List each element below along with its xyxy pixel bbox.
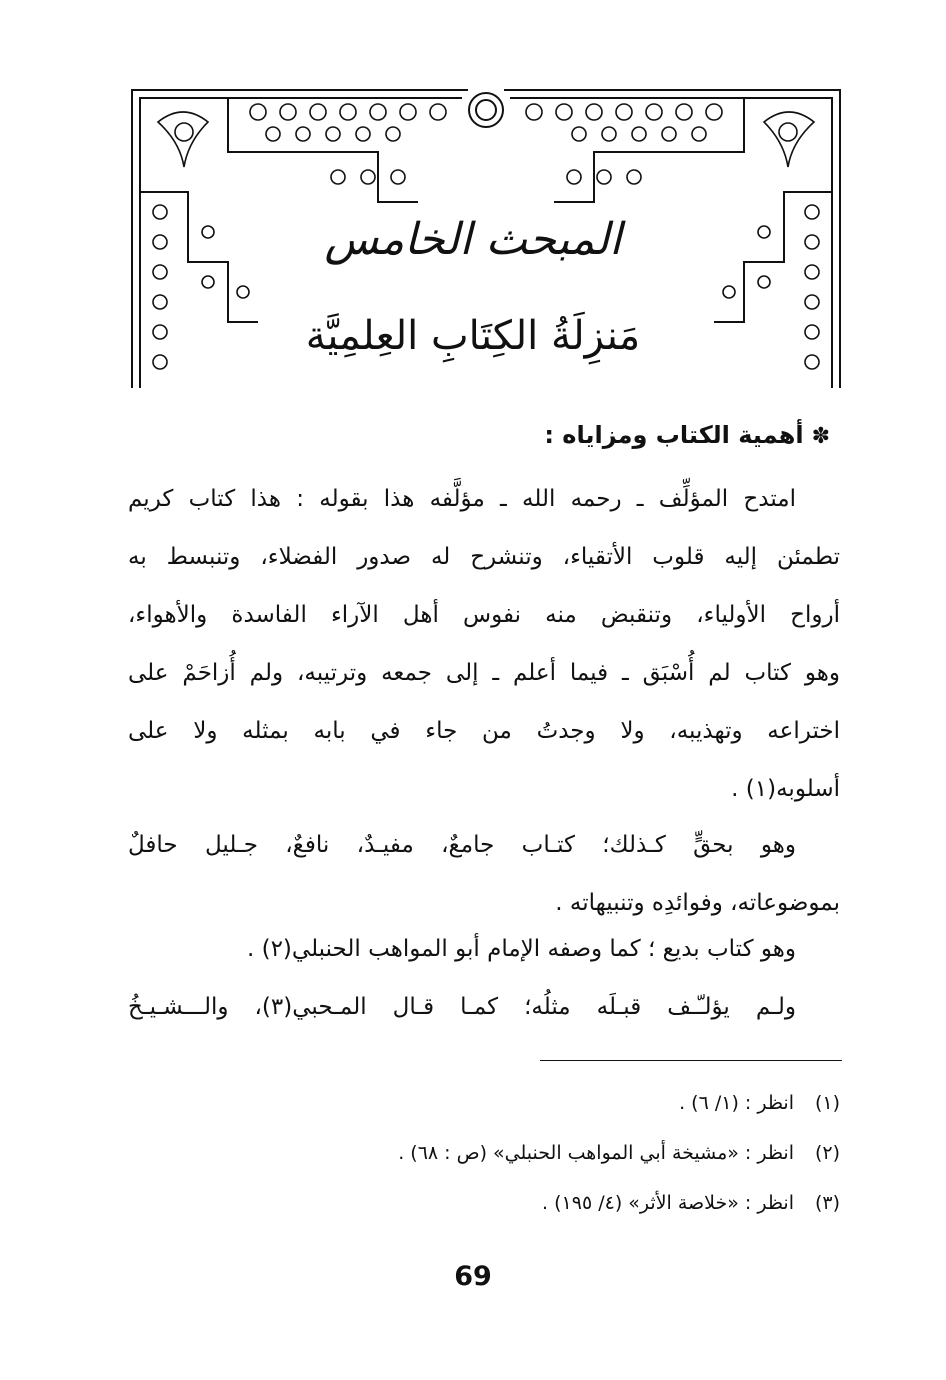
chapter-subtitle: مَنزِلَةُ الكِتَابِ العِلمِيَّة (305, 313, 641, 359)
paragraph-line: وهو كتاب لم أُسْبَق ـ فيما أعلم ـ إلى جمعه وترتيبه، ولم أُزاحَمْ على (128, 660, 840, 686)
paragraph-line: أسلوبه(١) . (731, 776, 840, 802)
paragraph-line: وهو بحقٍّ كـذلك؛ كتـاب جامعٌ، مفيـدٌ، نافعٌ، جـليل حافلٌ (128, 832, 796, 858)
paragraph-line: أرواح الأولياء، وتنقبض منه نفوس أهل الآراء الفاسدة والأهواء، (128, 602, 840, 628)
paragraph-line: اختراعه وتهذيبه، ولا وجدتُ من جاء في بابه بمثله ولا على (128, 718, 840, 744)
footnote-number: (٢) (814, 1142, 840, 1164)
chapter-title: المبحث الخامس (324, 214, 622, 265)
footnote-number: (١) (814, 1092, 840, 1114)
footnote (128, 1128, 840, 1178)
footnote (128, 1078, 840, 1128)
footnote-text: انظر : «مشيخة أبي المواهب الحنبلي» (ص : ٦٨) . (398, 1142, 794, 1164)
paragraph-line: بموضوعاته، وفوائدِه وتنبيهاته . (555, 890, 840, 916)
paragraph (128, 470, 840, 818)
footnote-text: انظر : (١/ ٦) . (679, 1092, 794, 1114)
footnote-text: انظر : «خلاصة الأثر» (٤/ ١٩٥) . (542, 1192, 794, 1214)
footnote-divider (540, 1060, 842, 1061)
page-number: 69 (454, 1261, 492, 1292)
section-heading-text: أهمية الكتاب ومزاياه : (544, 421, 804, 449)
paragraph (128, 978, 840, 1036)
footnotes (128, 1078, 840, 1228)
section-heading (130, 412, 830, 458)
paragraph-line: وهو كتاب بديع ؛ كما وصفه الإمام أبو المواهب الحنبلي(٢) . (246, 936, 796, 962)
star-icon: ✽ (811, 424, 830, 449)
paragraph-line: ولـم يؤلـّـف قبـلَه مثلُه؛ كمـا قـال المـحبي(٣)، والـــشـيـخُ (128, 994, 796, 1020)
paragraph (128, 920, 840, 978)
paragraph-line: امتدح المؤلِّف ـ رحمه الله ـ مؤلَّفه هذا بقوله : هذا كتاب كريم (128, 486, 796, 512)
paragraph (128, 816, 840, 932)
footnote (128, 1178, 840, 1228)
footnote-number: (٣) (814, 1192, 840, 1214)
paragraph-line: تطمئن إليه قلوب الأتقياء، وتنشرح له صدور الفضلاء، وتنبسط به (128, 544, 840, 570)
